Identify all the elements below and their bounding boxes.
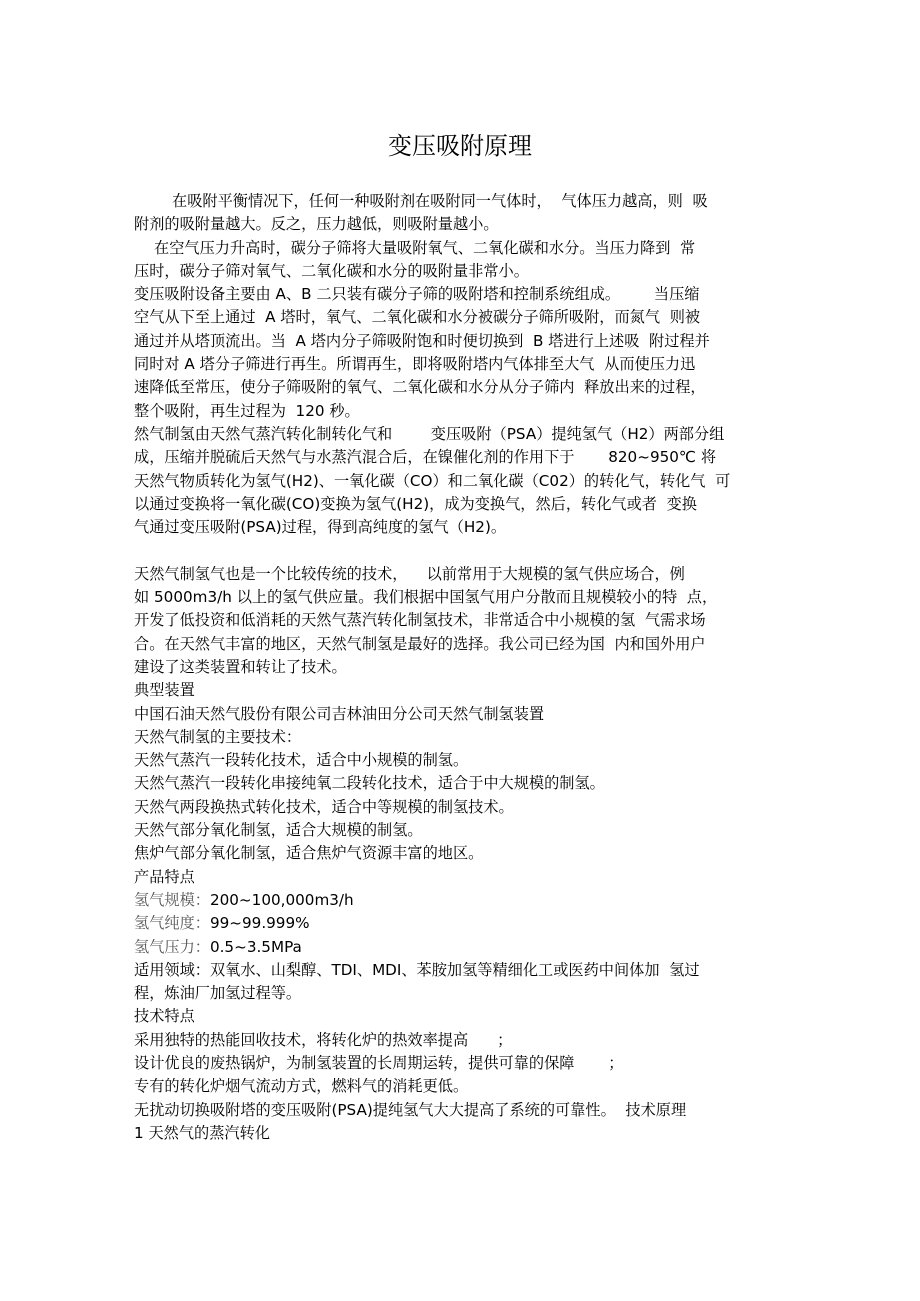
paragraph-line: 适用领域：双氧水、山梨醇、TDI、MDI、苯胺加氢等精细化工或医药中间体加 氢过 <box>134 960 700 979</box>
paragraph-line: 程，炼油厂加氢过程等。 <box>134 984 302 1003</box>
paragraph-line: 整个吸附，再生过程为 120 秒。 <box>134 401 360 420</box>
spec-label: 氢气纯度： <box>134 914 210 933</box>
spec-row <box>134 936 784 959</box>
paragraph-line: 然气制氢由天然气蒸汽转化制转化气和 变压吸附（PSA）提纯氢气（H2）两部分组 <box>134 424 725 443</box>
paragraph-line: 在空气压力升高时，碳分子筛将大量吸附氧气、二氧化碳和水分。当压力降到 常 <box>154 238 696 257</box>
spec-row <box>134 912 784 935</box>
paragraph-line: 建设了这类装置和转让了技术。 <box>134 657 347 676</box>
paragraph-line: 附剂的吸附量越大。反之，压力越低，则吸附量越小。 <box>134 215 499 234</box>
paragraph-line: 同时对 A 塔分子筛进行再生。所谓再生，即将吸附塔内气体排至大气 从而使压力迅 <box>134 355 696 374</box>
spec-row <box>134 889 784 912</box>
paragraph-line: 通过并从塔顶流出。当 A 塔内分子筛吸附饱和时便切换到 B 塔进行上述吸 附过程并 <box>134 331 710 350</box>
paragraph-line: 在吸附平衡情况下，任何一种吸附剂在吸附同一气体时， 气体压力越高，则 吸 <box>172 192 708 210</box>
paragraph-line: 压时，碳分子筛对氧气、二氧化碳和水分的吸附量非常小。 <box>134 261 529 280</box>
paragraph-line: 1 天然气的蒸汽转化 <box>134 1123 270 1142</box>
section-heading: 技术特点 <box>134 1007 195 1026</box>
paragraph-line: 合。在天然气丰富的地区，天然气制氢是最好的选择。我公司已经为国 内和国外用户 <box>134 634 706 653</box>
paragraph-line: 天然气制氢的主要技术： <box>134 727 302 746</box>
list-item: 无扰动切换吸附塔的变压吸附(PSA)提纯氢气大大提高了系统的可靠性。 技术原理 <box>134 1100 687 1119</box>
paragraph-line: 变压吸附设备主要由 A、B 二只装有碳分子筛的吸附塔和控制系统组成。 当压缩 <box>134 285 700 304</box>
spec-value: 200~100,000m3/h <box>209 890 354 909</box>
paragraph-line: 以通过变换将一氧化碳(CO)变换为氢气(H2)，成为变换气，然后，转化气或者 变换 <box>134 494 697 513</box>
list-item: 采用独特的热能回收技术，将转化炉的热效率提高 ； <box>134 1030 513 1049</box>
paragraph-line: 天然气物质转化为氢气(H2)、一氧化碳（CO）和二氧化碳（C02）的转化气，转化气 可 <box>134 471 731 490</box>
list-item: 天然气部分氧化制氢，适合大规模的制氢。 <box>134 821 423 840</box>
paragraph-line: 成，压缩并脱硫后天然气与水蒸汽混合后，在镍催化剂的作用下于 820~950℃ 将 <box>134 448 717 467</box>
paragraph-line: 气通过变压吸附(PSA)过程，得到高纯度的氢气（H2)。 <box>134 518 507 537</box>
paragraph-line: 如 5000m3/h 以上的氢气供应量。我们根据中国氢气用户分散而且规模较小的特 点， <box>134 588 718 607</box>
blank-line <box>134 539 784 562</box>
spec-label: 氢气压力： <box>134 937 210 956</box>
paragraph-line: 中国石油天然气股份有限公司吉林油田分公司天然气制氢装置 <box>134 704 545 723</box>
paragraph-line: 空气从下至上通过 A 塔时，氧气、二氧化碳和水分被碳分子筛所吸附，而氮气 则被 <box>134 308 701 327</box>
paragraph-line: 天然气制氢气也是一个比较传统的技术， 以前常用于大规模的氢气供应场合，例 <box>134 564 685 583</box>
list-item: 天然气蒸汽一段转化技术，适合中小规模的制氢。 <box>134 751 469 770</box>
list-item: 设计优良的废热锅炉，为制氢装置的长周期运转，提供可靠的保障 ； <box>134 1053 624 1072</box>
list-item: 天然气蒸汽一段转化串接纯氧二段转化技术，适合于中大规模的制氢。 <box>134 774 605 793</box>
spec-value: 99~99.999% <box>209 914 310 933</box>
page-title: 变压吸附原理 <box>388 132 532 160</box>
section-heading: 产品特点 <box>134 867 195 886</box>
list-item: 专有的转化炉烟气流动方式，燃料气的消耗更低。 <box>134 1077 469 1096</box>
list-item: 焦炉气部分氧化制氢，适合焦炉气资源丰富的地区。 <box>134 844 484 863</box>
paragraph-line: 开发了低投资和低消耗的天然气蒸汽转化制氢技术，非常适合中小规模的氢 气需求场 <box>134 611 706 630</box>
paragraph-line: 速降低至常压，使分子筛吸附的氧气、二氧化碳和水分从分子筛内 释放出来的过程， <box>134 378 706 397</box>
spec-label: 氢气规模： <box>134 890 210 909</box>
section-heading: 典型装置 <box>134 681 195 700</box>
spec-value: 0.5~3.5MPa <box>209 937 302 956</box>
list-item: 天然气两段换热式转化技术，适合中等规模的制氢技术。 <box>134 797 514 816</box>
document-body <box>134 190 784 1145</box>
